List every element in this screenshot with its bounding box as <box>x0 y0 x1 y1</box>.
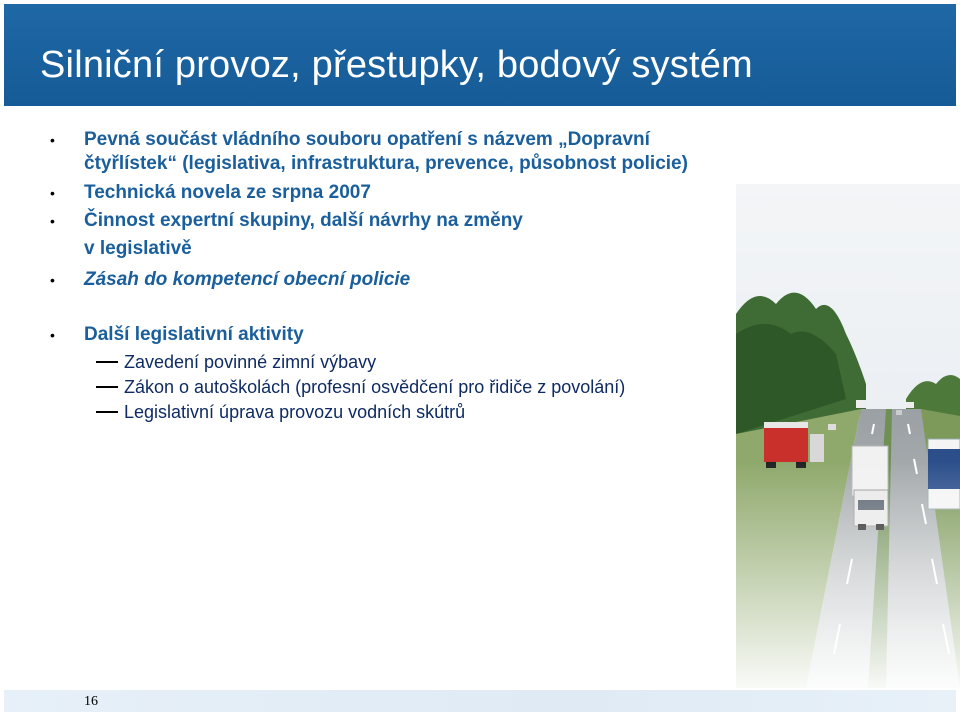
bullet-marker: • <box>50 132 55 148</box>
bullet-2-line-1: Technická novela ze srpna 2007 <box>84 182 371 203</box>
sub-item-dash <box>96 386 118 388</box>
bullet-marker: • <box>50 185 55 201</box>
bullet-marker: • <box>50 327 55 343</box>
sub-item-3: Legislativní úprava provozu vodních skútrů <box>124 402 466 422</box>
footer-bar <box>4 690 956 712</box>
sub-item-dash <box>96 361 118 363</box>
bullet-3-line-2: v legislativě <box>84 238 192 259</box>
slide-title: Silniční provoz, přestupky, bodový systém <box>40 44 753 86</box>
bullet-1-line-1: Pevná součást vládního souboru opatření s názvem „Dopravní <box>84 129 650 150</box>
sub-item-2: Zákon o autoškolách (profesní osvědčení pro řidiče z povolání) <box>124 377 626 397</box>
bullet-4-line-1: Zásah do kompetencí obecní policie <box>84 269 411 290</box>
page-number: 16 <box>84 694 98 709</box>
bullet-marker: • <box>50 213 55 229</box>
highway-photo <box>736 184 960 688</box>
bullet-5-line-1: Další legislativní aktivity <box>84 324 304 345</box>
sub-item-dash <box>96 411 118 413</box>
bullet-marker: • <box>50 272 55 288</box>
sub-item-1: Zavedení povinné zimní výbavy <box>124 352 377 372</box>
bullet-3-line-1: Činnost expertní skupiny, další návrhy na změny <box>84 210 523 231</box>
bullet-1-line-2: čtyřlístek“ (legislativa, infrastruktura, prevence, působnost policie) <box>84 153 688 174</box>
highway-illustration <box>736 184 960 688</box>
